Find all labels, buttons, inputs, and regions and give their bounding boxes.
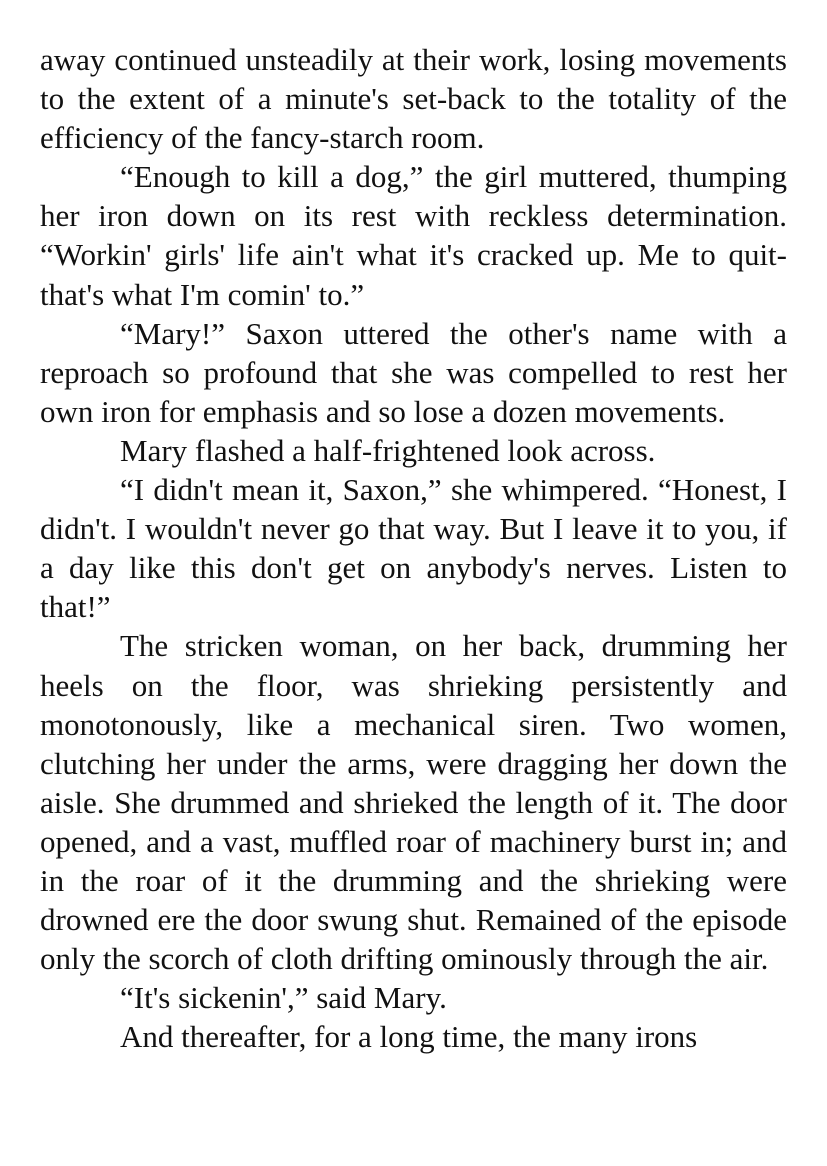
paragraph-thereafter: And thereafter, for a long time, the many irons [120,1019,698,1055]
paragraph-didnt-mean-it: “I didn't mean it, Saxon,” she whimpered. “Honest, I didn't. I wouldn't never go that way. But I leave it to you, if a day like this don't get on anybody's nerves. Listen to that!” [40,472,787,625]
paragraph-sickenin: “It's sickenin',” said Mary. [120,980,447,1016]
paragraph-continuation: away continued unsteadily at their work, losing movements to the extent of a minute's set-back to the totality of the efficiency of the fancy-starch room. [40,42,787,156]
paragraph-enough-to-kill: “Enough to kill a dog,” the girl muttered, thumping her iron down on its rest with reckless determination. “Workin' girls' life ain't what it's cracked up. Me to quit-that's what I'm comin' to.” [40,159,787,312]
document-page [40,40,787,1056]
paragraph-stricken-woman: The stricken woman, on her back, drumming her heels on the floor, was shrieking persistently and monotonously, like a mechanical siren. Two women, clutching her under the arms, were dragging her down the aisle. She drummed and shrieked the length of it. The door opened, and a vast, muffled roar of machinery burst in; and in the roar of it the drumming and the shrieking were drowned ere the door swung shut. Remained of the episode only the scorch of cloth drifting ominously through the air. [40,628,787,977]
paragraph-mary-reproach: “Mary!” Saxon uttered the other's name with a reproach so profound that she was compelled to rest her own iron for emphasis and so lose a dozen movements. [40,315,787,429]
paragraph-mary-flashed: Mary flashed a half-frightened look across. [120,432,656,468]
